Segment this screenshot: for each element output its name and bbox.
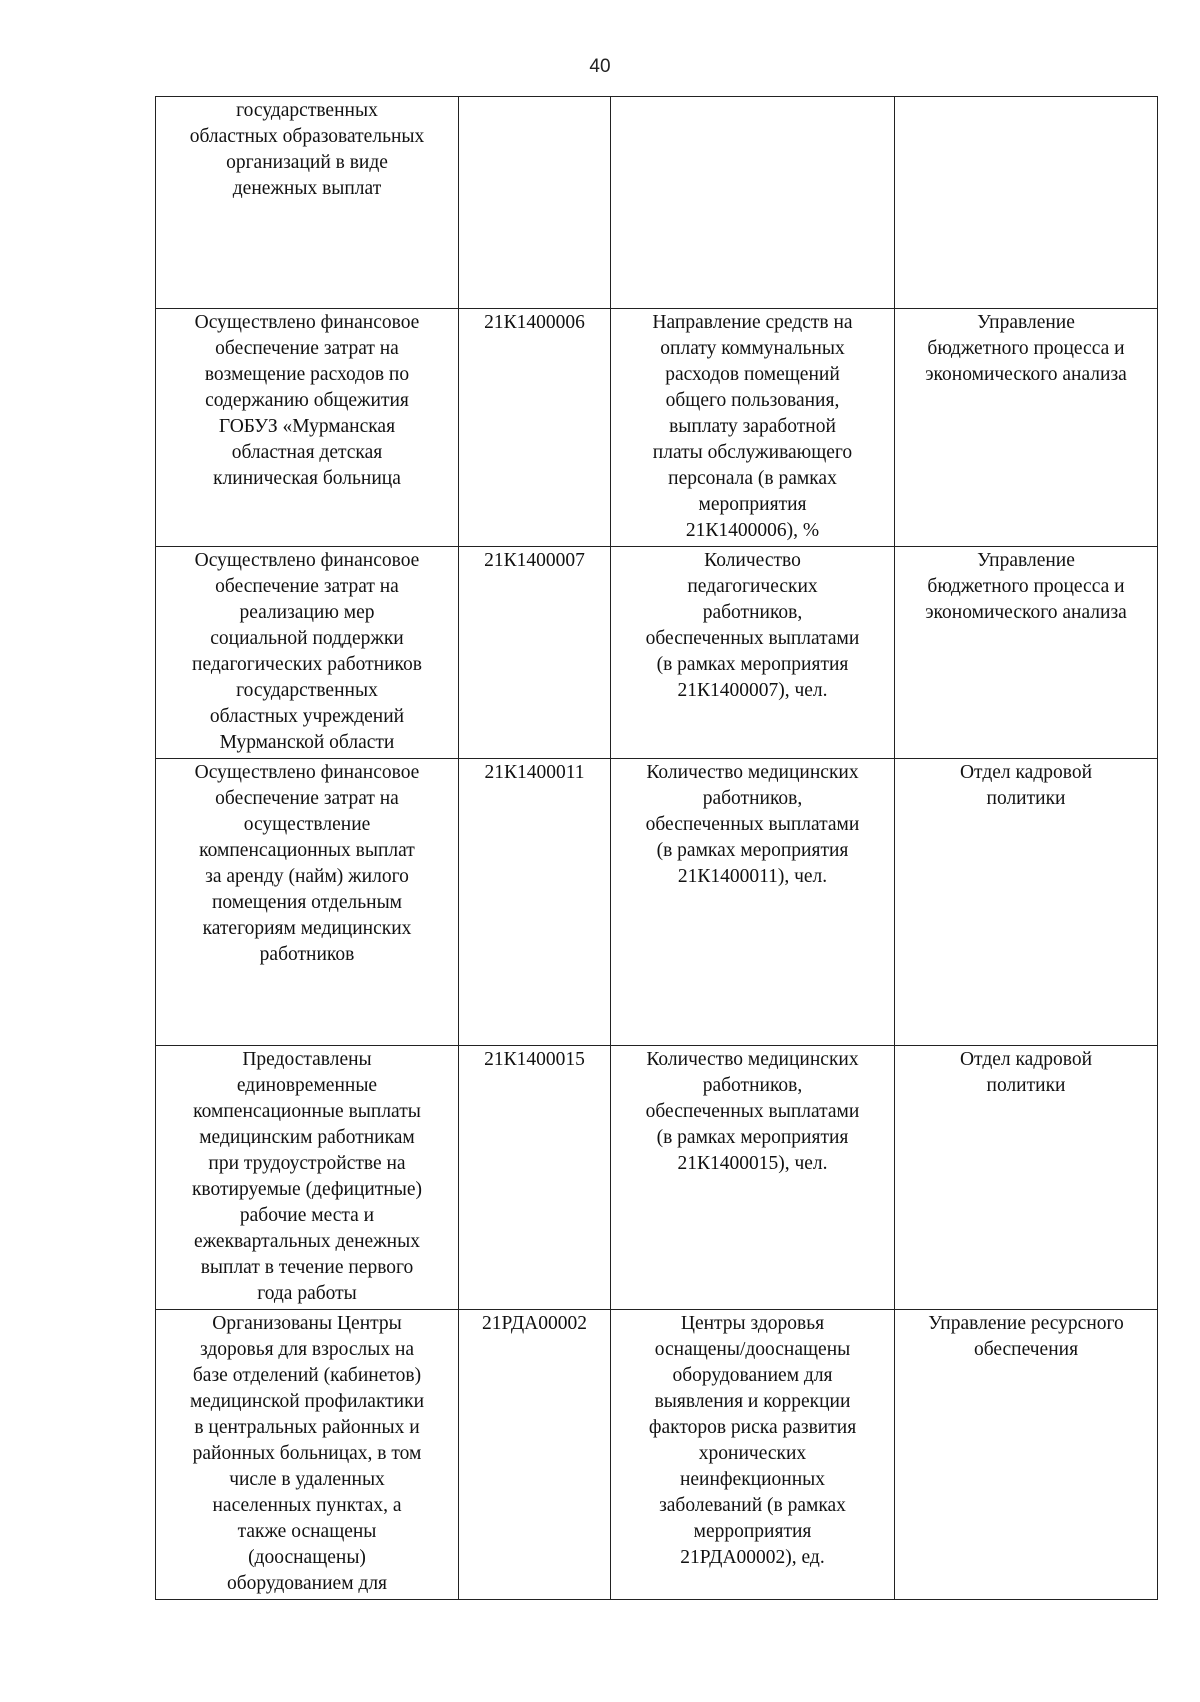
code-cell bbox=[459, 97, 611, 309]
result-cell: Осуществлено финансовое обеспечение затрат на осуществление компенсационных выплат за аренду (найм) жилого помещения отдельным категориям медицинских работников bbox=[156, 759, 459, 1046]
page-number: 40 bbox=[589, 56, 611, 77]
responsible-cell: Отдел кадровой политики bbox=[895, 1046, 1158, 1310]
result-cell: Осуществлено финансовое обеспечение затрат на возмещение расходов по содержанию общежития ГОБУЗ «Мурманская областная детская клиническая больница bbox=[156, 309, 459, 547]
code-cell: 21К1400007 bbox=[459, 547, 611, 759]
table-row bbox=[156, 309, 1158, 547]
table-row bbox=[156, 1310, 1158, 1600]
table-row bbox=[156, 547, 1158, 759]
responsible-cell: Управление ресурсного обеспечения bbox=[895, 1310, 1158, 1600]
code-cell: 21К1400015 bbox=[459, 1046, 611, 1310]
responsible-cell: Управление бюджетного процесса и экономического анализа bbox=[895, 309, 1158, 547]
table-row bbox=[156, 97, 1158, 309]
indicator-cell: Количество педагогических работников, обеспеченных выплатами (в рамках мероприятия 21К1400007), чел. bbox=[611, 547, 895, 759]
responsible-cell: Управление бюджетного процесса и экономического анализа bbox=[895, 547, 1158, 759]
result-cell: Организованы Центры здоровья для взрослых на базе отделений (кабинетов) медицинской профилактики в центральных районных и районных больницах, в том числе в удаленных населенных пунктах, а также оснащены (дооснащены) оборудованием для bbox=[156, 1310, 459, 1600]
indicator-cell: Количество медицинских работников, обеспеченных выплатами (в рамках мероприятия 21К1400015), чел. bbox=[611, 1046, 895, 1310]
indicator-cell: Направление средств на оплату коммунальных расходов помещений общего пользования, выплату заработной платы обслуживающего персонала (в рамках мероприятия 21К1400006), % bbox=[611, 309, 895, 547]
indicator-cell: Количество медицинских работников, обеспеченных выплатами (в рамках мероприятия 21К1400011), чел. bbox=[611, 759, 895, 1046]
result-cell: Предоставлены единовременные компенсационные выплаты медицинским работникам при трудоустройстве на квотируемые (дефицитные) рабочие места и ежеквартальных денежных выплат в течение первого года работы bbox=[156, 1046, 459, 1310]
measures-table bbox=[155, 96, 1158, 1600]
indicator-cell bbox=[611, 97, 895, 309]
code-cell: 21К1400006 bbox=[459, 309, 611, 547]
result-cell: государственных областных образовательных организаций в виде денежных выплат bbox=[156, 97, 459, 309]
indicator-cell: Центры здоровья оснащены/дооснащены оборудованием для выявления и коррекции факторов риска развития хронических неинфекционных заболеваний (в рамках мерроприятия 21РДА00002), ед. bbox=[611, 1310, 895, 1600]
code-cell: 21РДА00002 bbox=[459, 1310, 611, 1600]
table-row bbox=[156, 1046, 1158, 1310]
responsible-cell: Отдел кадровой политики bbox=[895, 759, 1158, 1046]
result-cell: Осуществлено финансовое обеспечение затрат на реализацию мер социальной поддержки педагогических работников государственных областных учреждений Мурманской области bbox=[156, 547, 459, 759]
responsible-cell bbox=[895, 97, 1158, 309]
table-row bbox=[156, 759, 1158, 1046]
code-cell: 21К1400011 bbox=[459, 759, 611, 1046]
